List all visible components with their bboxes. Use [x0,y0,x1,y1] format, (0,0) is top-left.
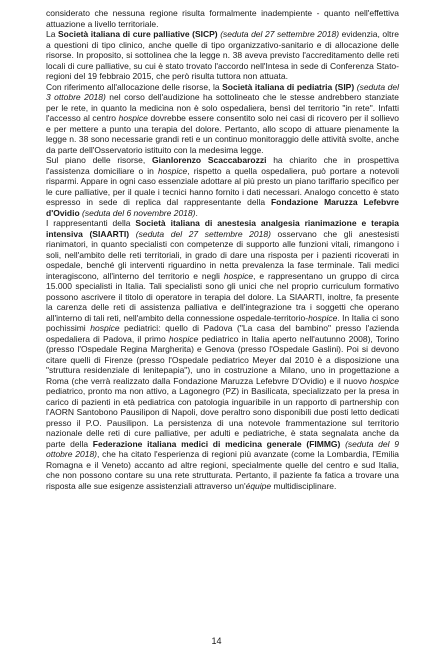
bold-run: Società italiana di anestesia analgesia rianimazione e terapia intensiva (SIAARTI) [46,218,399,239]
bold-run: Società italiana di cure palliative (SICP) [58,29,218,39]
italic-run: équipe [245,480,272,491]
italic-run: hospice [308,312,338,323]
text-run: Sul piano delle risorse, [46,155,152,165]
text-run: ha chiarito che in prospettiva l'assistenza domiciliare o in [46,155,399,176]
bold-run: Fondazione Maruzza Lefebvre d'Ovidio [46,197,399,218]
italic-run: (seduta del 9 ottobre 2018) [46,438,399,459]
paragraph-scaccabarozzi [46,155,399,218]
italic-run: hospice [118,113,148,123]
text-run: . [195,207,198,218]
bold-run: Gianlorenzo Scaccabarozzi [151,155,267,165]
paragraph-sicp [46,29,399,82]
italic-run: hospice [90,323,120,333]
text-run: considerato che nessuna regione risulta formalmente inadempiente - quanto nell'effettiva attuazione a livello territoriale. [46,8,399,29]
italic-run: hospice [157,165,188,176]
text-run: nel corso dell'audizione ha sottolineato che le stesse andrebbero stanziate per le rete, in quanto la medicina non è solo ospedaliera, bensì del territorio "in rete". Infatti l'accesso al centro [46,92,399,123]
text-run: I rappresentanti della [46,218,136,228]
text-run: La [46,29,58,39]
text-run: Con riferimento all'allocazione delle risorse, la [46,81,223,92]
text-run: , rispetto a quella ospedaliera, può portare a notevoli risparmi. Appare in ogni caso essenziale adottare al più presto un piano tariffario specifico per le cure palliative, per il quale i tecnici hanno fornito i dati necessari. Analogo concetto è stato espresso in sede di replica dal rappresentante della [46,165,399,207]
bold-run: Società italiana di pediatria (SIP) [222,81,355,92]
italic-run: (seduta del 3 ottobre 2018) [46,81,399,102]
page-number: 14 [211,636,222,646]
text-run: osservano che gli anestesisti rianimatori, in quanto specialisti con competenze di supporto alle funzioni vitali, rimangono i soli, nell'ambito delle reti territoriali, in grado di dare una risposta per i pazienti ricoverati in ospedale, benché gli interventi riguardino in netta prevalenza la fase terminale. Tali medici interagiscono, all'interno del territorio e negli [46,228,399,281]
text-run: pediatrico, pronto ma non attivo, a Lagonegro (PZ) in Basilicata, specializzato per la presa in carico di pazienti in età pediatrica con patologia inguaribile in un rapporto di partnership con l'AORN Santobono Pausilipon di Napoli, dove peraltro sono disponibili due posti letto dedicati presso il P.O. Pausilipon. La persistenza di una notevole frammentazione sul territorio nazionale delle reti di cure palliative, per adulti e pediatriche, è stata segnalata anche da parte della [46,386,399,449]
text-run: , e rappresentano un gruppo di circa 15.000 specialisti in Italia. Tali specialisti sono gli unici che nel proprio curriculum formativo possono ascrivere il titolo di operatore in terapia del dolore. La SIAARTI, inoltre, fa presente la carenza delle reti di assistenza palliativa e dell'integrazione tra i soggetti che operano all'interno di tali reti, nell'ambito della connessione ospedale-territorio- [46,270,399,323]
text-run: multidisciplinare. [271,480,337,491]
italic-run: hospice [168,333,199,344]
italic-run: (seduta del 6 novembre 2018) [82,207,196,218]
bold-run: Federazione italiana medici di medicina generale (FIMMG) [92,438,341,449]
text-run: . In Italia ci sono pochissimi [46,312,400,333]
text-run: dovrebbe essere consentito solo nei casi di ricovero per il sollievo e per mettere a punto una terapia del dolore. Pertanto, allo scopo di attuare pienamente la legge n. 38 sono necessarie grandi reti e un continuo monitoraggio delle attività svolte, anche da parte dell'Osservatorio istituito con la medesima legge. [46,113,399,155]
italic-run: (seduta del 27 settembre 2018) [220,29,340,39]
text-run: pediatrici: quello di Padova ("La casa del bambino" presso l'azienda ospedaliera di Padova, il primo [46,323,399,344]
italic-run: (seduta del 27 settembre 2018) [135,228,271,239]
italic-run: hospice [369,375,399,386]
text-run: evidenzia, oltre a questioni di tipo clinico, anche quelle di tipo organizzativo-sanitario e di allocazione delle risorse. In proposito, si sottolinea che la legge n. 38 aveva previsto l'accreditamento delle reti locali di cure palliative, su cui è stato trovato l'accordo nell'Intesa in sede di Conferenza Stato-regioni del 19 febbraio 2015, che però risulta tuttora non attuata. [46,29,399,81]
text-run [129,229,136,239]
text-run: , che ha citato l'esperienza di regioni più avanzate (come la Lombardia, l'Emilia Romagna e il Veneto) accanto ad altre regioni, specialmente quelle del centro e sud Italia, che non possono contare su una rete strutturata. Pertanto, il paziente fa fatica a trovare una risposta alle sue esigenze assistenziali attraverso un' [46,449,399,491]
paragraph-intro-continuation [46,8,399,29]
paragraph-sip [46,82,399,156]
text-run: pediatrico in Italia aperto nell'autunno 2008), Torino (presso l'Ospedale Regina Margherita) e Genova (presso l'Ospedale Gaslini). Poi si devono citare quelli di Firenze (presso l'Ospedale pediatrico Meyer dal 2010 è a disposizione una "struttura residenziale di lenitерapia"), uno in costruzione a Milano, uno in progettazione a Roma (che verrà realizzato dalla Fondazione Maruzza Lefebvre D'Ovidio) e il nuovo [46,333,399,386]
paragraph-siaarti [46,218,399,491]
italic-run: hospice [223,270,254,281]
document-page [46,8,399,491]
